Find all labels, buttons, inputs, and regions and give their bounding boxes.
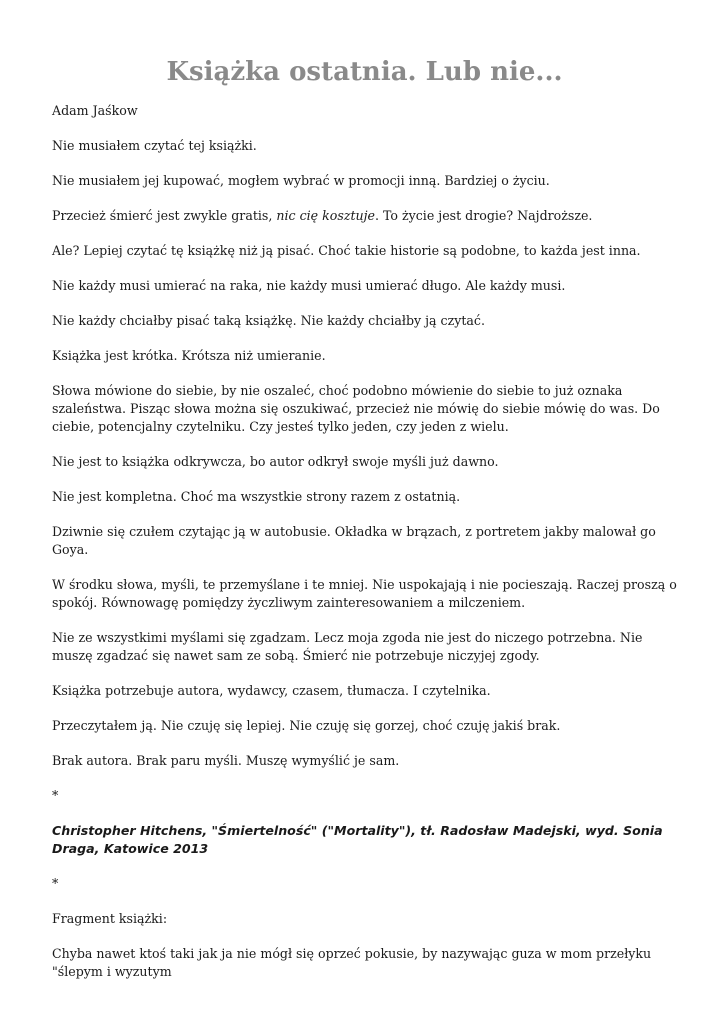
- book-citation: Christopher Hitchens, "Śmiertelność" ("Mortality"), tł. Radosław Madejski, wyd. Sonia Draga, Katowice 2013: [52, 823, 663, 856]
- paragraph: [52, 207, 677, 225]
- fragment-text: Chyba nawet ktoś taki jak ja nie mógł się oprzeć pokusie, by nazywając guza w mom przełyku "ślepym i wyzutym: [52, 946, 652, 979]
- paragraph: Nie jest kompletna. Choć ma wszystkie strony razem z ostatnią.: [52, 489, 461, 504]
- separator: *: [52, 788, 59, 803]
- paragraph: Dziwnie się czułem czytając ją w autobusie. Okładka w brązach, z portretem jakby malował go Goya.: [52, 524, 656, 557]
- paragraph: W środku słowa, myśli, te przemyślane i te mniej. Nie uspokajają i nie pocieszają. Raczej proszą o spokój. Równowagę pomiędzy życzliwym zainteresowaniem a milczeniem.: [52, 577, 677, 610]
- paragraph: Nie jest to książka odkrywcza, bo autor odkrył swoje myśli już dawno.: [52, 454, 499, 469]
- fragment-label: Fragment książki:: [52, 911, 168, 926]
- paragraph-text: Przecież śmierć jest zwykle gratis,: [52, 208, 277, 223]
- emphasized-text: nic cię kosztuje: [276, 208, 375, 223]
- separator: *: [52, 876, 59, 891]
- paragraph: Przeczytałem ją. Nie czuję się lepiej. Nie czuję się gorzej, choć czuję jakiś brak.: [52, 718, 561, 733]
- paragraph: Nie musiałem czytać tej książki.: [52, 138, 257, 153]
- article-title: Książka ostatnia. Lub nie...: [166, 57, 563, 87]
- article: [52, 0, 677, 981]
- article-author: Adam Jaśkow: [52, 103, 138, 118]
- paragraph: Nie każdy musi umierać na raka, nie każdy musi umierać długo. Ale każdy musi.: [52, 278, 566, 293]
- paragraph: Nie musiałem jej kupować, mogłem wybrać w promocji inną. Bardziej o życiu.: [52, 173, 550, 188]
- paragraph: Książka jest krótka. Krótsza niż umieranie.: [52, 348, 326, 363]
- paragraph: Nie każdy chciałby pisać taką książkę. Nie każdy chciałby ją czytać.: [52, 313, 485, 328]
- paragraph-text: . To życie jest drogie? Najdroższe.: [374, 208, 593, 223]
- paragraph: Nie ze wszystkimi myślami się zgadzam. Lecz moja zgoda nie jest do niczego potrzebna. Nie muszę zgadzać się nawet sam ze sobą. Śmierć nie potrzebuje niczyjej zgody.: [52, 630, 643, 663]
- paragraph: Książka potrzebuje autora, wydawcy, czasem, tłumacza. I czytelnika.: [52, 683, 491, 698]
- paragraph: Ale? Lepiej czytać tę książkę niż ją pisać. Choć takie historie są podobne, to każda jest inna.: [52, 243, 641, 258]
- paragraph: Brak autora. Brak paru myśli. Muszę wymyślić je sam.: [52, 753, 400, 768]
- paragraph: Słowa mówione do siebie, by nie oszaleć, choć podobno mówienie do siebie to już oznaka szaleństwa. Pisząc słowa można się oszukiwać, przecież nie mówię do siebie mówię do was. Do ciebie, potencjalny czytelniku. Czy jesteś tylko jeden, czy jeden z wielu.: [52, 383, 660, 434]
